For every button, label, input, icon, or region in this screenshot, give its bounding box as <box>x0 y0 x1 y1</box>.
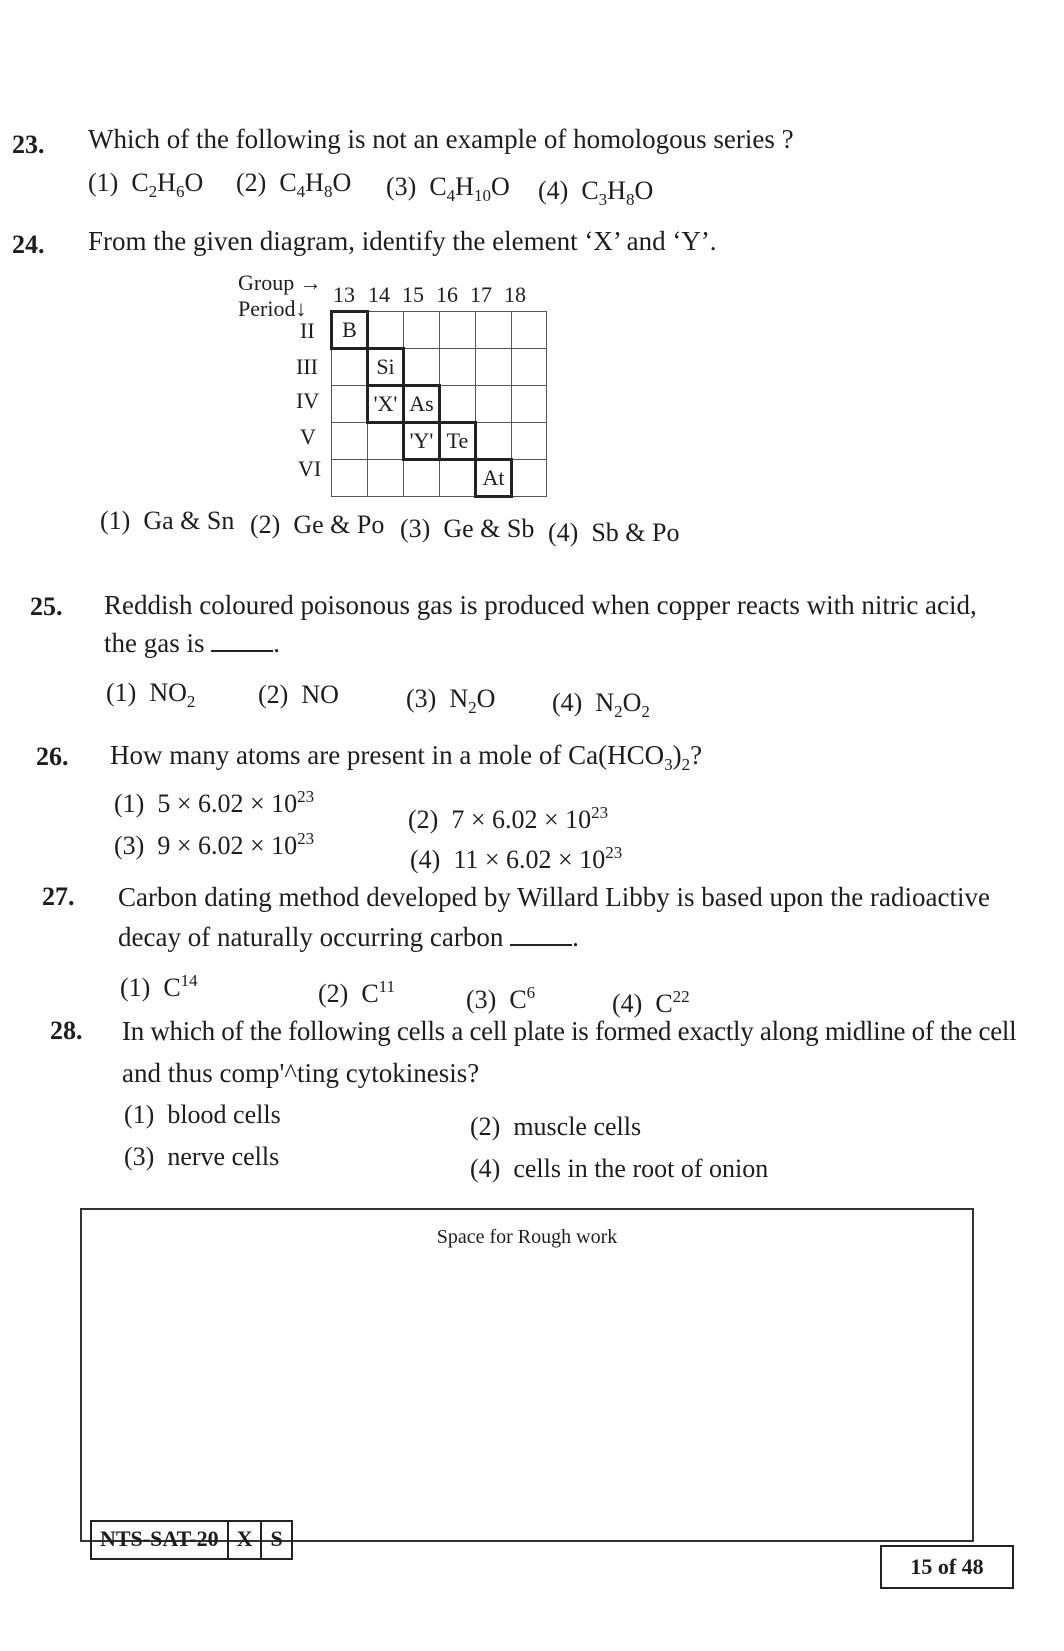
option-4: (4) $C_3H_8O$ <box>538 176 654 209</box>
period-II: II <box>300 318 315 343</box>
page-number: 15 of 48 <box>880 1545 1014 1589</box>
option-4: (4) cells in the root of onion <box>470 1154 769 1183</box>
option-3: (3) $C^6$ <box>466 983 536 1014</box>
question-text-line1: Carbon dating method developed by Willard Libby is based upon the radioactive <box>118 882 990 912</box>
group-17: 17 <box>470 282 492 307</box>
group-16: 16 <box>436 282 458 307</box>
option-1: (1) $NO_2$ <box>106 678 196 711</box>
option-2: (2) $C^{11}$ <box>318 977 396 1008</box>
period-V: V <box>300 424 316 449</box>
option-4: (4) Sb & Po <box>548 518 680 547</box>
option-2: (2) $C_4H_8O$ <box>236 168 352 201</box>
group-13: 13 <box>333 282 355 307</box>
option-1: (1) $C_2H_6O$ <box>88 168 204 201</box>
option-2: (2) NO <box>258 680 339 709</box>
question-text: Which of the following is not an example of homologous series ? <box>88 124 794 154</box>
question-number: 26. <box>36 742 69 771</box>
period-IV: IV <box>296 388 320 413</box>
option-3: (3) $9 \times 6.02 \times 10^{23}$ <box>114 829 315 860</box>
question-number: 27. <box>42 882 75 911</box>
option-1: (1) $5 \times 6.02 \times 10^{23}$ <box>114 787 315 818</box>
option-3: (3) $C_4H_{10}O$ <box>386 172 510 205</box>
option-2: (2) Ge & Po <box>250 510 385 539</box>
option-3: (3) $N_2O$ <box>406 684 496 717</box>
cell-B: B <box>332 312 368 349</box>
group-14: 14 <box>368 282 390 307</box>
answer-blank <box>510 922 572 946</box>
cell-Si: Si <box>368 349 404 386</box>
option-4: (4) $11 \times 6.02 \times 10^{23}$ <box>410 843 623 874</box>
element-grid <box>330 310 547 498</box>
question-text-line2: and thus comp'^ting cytokinesis? <box>122 1058 480 1088</box>
question-number: 28. <box>50 1016 83 1045</box>
period-III: III <box>296 354 318 379</box>
question-text: How many atoms are present in a mole of $Ca(HCO_3)_2$? <box>110 740 703 774</box>
cell-As: As <box>404 386 440 423</box>
answer-blank <box>211 628 273 652</box>
period-VI: VI <box>298 456 322 481</box>
group-15: 15 <box>402 282 424 307</box>
question-number: 25. <box>30 592 63 621</box>
paper-section: S <box>270 1526 283 1551</box>
question-text-line1: Reddish coloured poisonous gas is produced when copper reacts with nitric acid, <box>104 590 977 620</box>
paper-class: X <box>229 1522 263 1558</box>
group-label: Group → <box>238 270 322 295</box>
option-4: (4) $C^{22}$ <box>612 987 690 1018</box>
option-1: (1) $C^{14}$ <box>120 971 198 1002</box>
option-2: (2) muscle cells <box>470 1112 642 1141</box>
question-text: From the given diagram, identify the element ‘X’ and ‘Y’. <box>88 226 717 256</box>
period-label: Period↓ <box>238 296 307 321</box>
rough-work-box <box>80 1208 974 1542</box>
option-1: (1) blood cells <box>124 1100 281 1129</box>
question-text-line2: decay of naturally occurring carbon . <box>118 922 579 952</box>
option-3: (3) nerve cells <box>124 1142 280 1171</box>
cell-Y: 'Y' <box>404 423 440 460</box>
cell-Te: Te <box>440 423 476 460</box>
option-2: (2) $7 \times 6.02 \times 10^{23}$ <box>408 803 609 834</box>
question-number: 24. <box>12 230 45 259</box>
question-number: 23. <box>12 130 45 159</box>
cell-At: At <box>476 460 512 497</box>
option-4: (4) $N_2O_2$ <box>552 688 650 721</box>
rough-work-title: Space for Rough work <box>436 1226 618 1248</box>
cell-X: 'X' <box>368 386 404 423</box>
group-18: 18 <box>504 282 526 307</box>
paper-code-box <box>90 1520 293 1560</box>
question-text-line1: In which of the following cells a cell plate is formed exactly along midline of the cell <box>122 1016 1017 1046</box>
question-text-line2: the gas is . <box>104 628 280 658</box>
paper-code: NTS-SAT-20 <box>92 1522 229 1558</box>
option-3: (3) Ge & Sb <box>400 514 535 543</box>
option-1: (1) Ga & Sn <box>100 506 235 535</box>
